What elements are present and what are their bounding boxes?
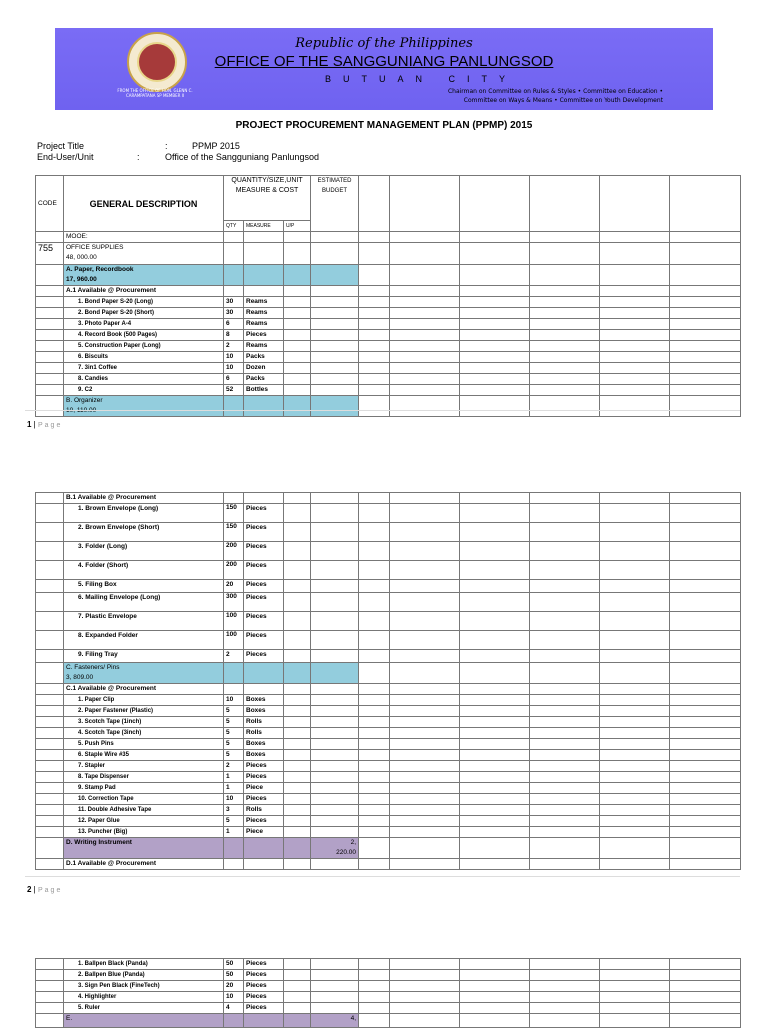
enduser-label: End-User/Unit: [37, 152, 94, 162]
item-description: 2. Bond Paper S-20 (Short): [64, 308, 224, 319]
item-unit: Pieces: [244, 612, 284, 631]
item-description: 3. Photo Paper A-4: [64, 319, 224, 330]
ppmp-table-page-3: [35, 958, 741, 1028]
item-qty: 20: [224, 580, 244, 593]
item-description: 3. Folder (Long): [64, 542, 224, 561]
section-b-cell: [64, 396, 224, 417]
section-b-label: B. Organizer: [66, 397, 103, 404]
table-row: [36, 970, 741, 981]
section-d-label: D. Writing Instrument: [64, 838, 224, 859]
table-row: [36, 493, 741, 504]
item-description: 5. Construction Paper (Long): [64, 341, 224, 352]
table-row: [36, 783, 741, 794]
table-row: [36, 981, 741, 992]
item-qty: 4: [224, 1003, 244, 1014]
item-unit: Pieces: [244, 992, 284, 1003]
section-c-label: C. Fasteners/ Pins: [66, 664, 120, 671]
item-qty: 50: [224, 959, 244, 970]
item-unit: Pieces: [244, 580, 284, 593]
item-qty: 5: [224, 739, 244, 750]
item-description: 2. Brown Envelope (Short): [64, 523, 224, 542]
item-unit: Pieces: [244, 504, 284, 523]
item-description: 4. Record Book (500 Pages): [64, 330, 224, 341]
item-description: 2. Paper Fastener (Plastic): [64, 706, 224, 717]
table-row: [36, 816, 741, 827]
table-row: [36, 794, 741, 805]
item-unit: Pieces: [244, 593, 284, 612]
item-description: 8. Candies: [64, 374, 224, 385]
item-unit: Dozen: [244, 363, 284, 374]
table-row: [36, 308, 741, 319]
item-description: 5. Push Pins: [64, 739, 224, 750]
seal-caption: FROM THE OFFICE OF HON. GLENN C. CARAMPATANA SP MEMBER II: [117, 88, 193, 98]
item-qty: 5: [224, 728, 244, 739]
item-unit: Pieces: [244, 981, 284, 992]
item-qty: 2: [224, 761, 244, 772]
item-description: 5. Ruler: [64, 1003, 224, 1014]
city-heading: BUTUAN CITY: [325, 74, 518, 84]
item-qty: 10: [224, 794, 244, 805]
item-qty: 50: [224, 970, 244, 981]
office-supplies-label: OFFICE SUPPLIES: [66, 244, 124, 251]
section-d-amount-1: 2,: [350, 839, 356, 846]
table-row: [36, 319, 741, 330]
table-row: [36, 504, 741, 523]
item-qty: 2: [224, 650, 244, 663]
quantity-header: QUANTITY/SIZE,UNIT MEASURE & COST: [224, 176, 311, 221]
table-row: [36, 805, 741, 816]
section-d-amount-2: 220.00: [336, 849, 356, 856]
page-divider: [25, 410, 740, 411]
table-row: [36, 396, 741, 417]
item-qty: 5: [224, 706, 244, 717]
item-qty: 200: [224, 561, 244, 580]
qty-subheader: QTY: [224, 221, 244, 232]
table-row: [36, 1003, 741, 1014]
page-word: Page: [37, 887, 63, 894]
office-heading: OFFICE OF THE SANGGUNIANG PANLUNGSOD: [214, 53, 554, 70]
table-row: [36, 859, 741, 870]
page-number: 1: [27, 420, 32, 429]
item-qty: 8: [224, 330, 244, 341]
item-unit: Pieces: [244, 650, 284, 663]
letterhead-banner: [55, 28, 713, 110]
committees-text: [448, 87, 663, 105]
ppmp-table-page-1: [35, 175, 741, 417]
item-description: 6. Staple Wire #35: [64, 750, 224, 761]
item-unit: Rolls: [244, 805, 284, 816]
code-cell: 755: [36, 243, 64, 265]
item-qty: 100: [224, 612, 244, 631]
republic-heading: Republic of the Philippines: [295, 36, 473, 51]
item-unit: Boxes: [244, 750, 284, 761]
table-row: [36, 561, 741, 580]
item-description: 7. Stapler: [64, 761, 224, 772]
page-word: Page: [37, 422, 63, 429]
item-qty: 6: [224, 374, 244, 385]
item-description: 6. Mailing Envelope (Long): [64, 593, 224, 612]
table-row: [36, 232, 741, 243]
item-unit: Pieces: [244, 631, 284, 650]
item-qty: 10: [224, 695, 244, 706]
section-a-cell: [64, 265, 224, 286]
item-qty: 30: [224, 297, 244, 308]
item-description: 9. Stamp Pad: [64, 783, 224, 794]
table-row: [36, 330, 741, 341]
item-unit: Rolls: [244, 717, 284, 728]
table-row: [36, 580, 741, 593]
section-e-amount: 4,: [311, 1014, 359, 1028]
ppmp-table-page-2: [35, 492, 741, 870]
table-row: [36, 385, 741, 396]
budget-header: ESTIMATED BUDGET: [311, 176, 359, 232]
page-footer-1: 1 | Page: [27, 420, 63, 429]
item-unit: Pieces: [244, 761, 284, 772]
item-description: 8. Tape Dispenser: [64, 772, 224, 783]
table-row: [36, 374, 741, 385]
table-row: [36, 717, 741, 728]
table-row: [36, 523, 741, 542]
item-description: 12. Paper Glue: [64, 816, 224, 827]
section-d1-label: D.1 Available @ Procurement: [64, 859, 224, 870]
item-qty: 10: [224, 992, 244, 1003]
item-unit: Pieces: [244, 523, 284, 542]
item-description: 11. Double Adhesive Tape: [64, 805, 224, 816]
table-row: [36, 706, 741, 717]
section-a1-label: A.1 Available @ Procurement: [64, 286, 224, 297]
item-description: 6. Biscuits: [64, 352, 224, 363]
table-row: [36, 593, 741, 612]
table-row: [36, 341, 741, 352]
section-b-amount: [66, 406, 221, 416]
item-unit: Pieces: [244, 542, 284, 561]
item-unit: Rolls: [244, 728, 284, 739]
table-row: [36, 684, 741, 695]
mooe-label: MOOE:: [64, 232, 224, 243]
item-unit: Bottles: [244, 385, 284, 396]
item-qty: 10: [224, 363, 244, 374]
table-row: [36, 352, 741, 363]
project-value: PPMP 2015: [192, 141, 240, 151]
item-description: 7. 3in1 Coffee: [64, 363, 224, 374]
section-c-amount: 3, 809.00: [66, 674, 94, 681]
item-unit: Pieces: [244, 1003, 284, 1014]
item-description: 1. Bond Paper S-20 (Long): [64, 297, 224, 308]
table-row: [36, 739, 741, 750]
office-supplies-amount: 48, 000.00: [66, 254, 97, 261]
item-unit: Pieces: [244, 794, 284, 805]
item-unit: Reams: [244, 297, 284, 308]
project-colon: :: [165, 141, 168, 151]
item-description: 3. Sign Pen Black (FineTech): [64, 981, 224, 992]
item-description: 2. Ballpen Blue (Panda): [64, 970, 224, 981]
table-row: [36, 728, 741, 739]
item-description: 9. C2: [64, 385, 224, 396]
item-qty: 6: [224, 319, 244, 330]
item-qty: 200: [224, 542, 244, 561]
item-qty: 1: [224, 783, 244, 794]
item-description: 4. Folder (Short): [64, 561, 224, 580]
page-footer-2: 2 | Page: [27, 885, 63, 894]
table-row: [36, 650, 741, 663]
table-row: [36, 265, 741, 286]
item-unit: Packs: [244, 352, 284, 363]
item-unit: Boxes: [244, 695, 284, 706]
table-row: [36, 772, 741, 783]
item-qty: 1: [224, 827, 244, 838]
table-row: [36, 827, 741, 838]
item-unit: Pieces: [244, 959, 284, 970]
item-unit: Pieces: [244, 561, 284, 580]
item-description: 1. Ballpen Black (Panda): [64, 959, 224, 970]
item-qty: 2: [224, 341, 244, 352]
item-qty: 300: [224, 593, 244, 612]
table-row: [36, 363, 741, 374]
description-header: GENERAL DESCRIPTION: [64, 176, 224, 232]
table-row: [36, 959, 741, 970]
page-divider: [25, 876, 740, 877]
table-row: [36, 286, 741, 297]
document-title: PROJECT PROCUREMENT MANAGEMENT PLAN (PPMP) 2015: [235, 120, 533, 131]
measure-subheader: MEASURE: [244, 221, 284, 232]
up-subheader: U/P: [284, 221, 311, 232]
enduser-colon: :: [137, 152, 140, 162]
item-description: 13. Puncher (Big): [64, 827, 224, 838]
table-row: [36, 992, 741, 1003]
item-qty: 30: [224, 308, 244, 319]
table-row: [36, 750, 741, 761]
item-description: 3. Scotch Tape (1inch): [64, 717, 224, 728]
section-b1-label: B.1 Available @ Procurement: [64, 493, 224, 504]
item-description: 7. Plastic Envelope: [64, 612, 224, 631]
table-row: [36, 243, 741, 265]
committees-line-1: Chairman on Committee on Rules & Styles • Committee on Education •: [447, 88, 663, 95]
table-row: [36, 542, 741, 561]
item-unit: Piece: [244, 827, 284, 838]
item-description: 5. Filing Box: [64, 580, 224, 593]
item-unit: Boxes: [244, 739, 284, 750]
section-a-label: A. Paper, Recordbook: [66, 266, 134, 273]
section-a-amount: 17, 960.00: [66, 276, 97, 283]
item-qty: 1: [224, 772, 244, 783]
item-description: 4. Highlighter: [64, 992, 224, 1003]
item-qty: 5: [224, 816, 244, 827]
item-qty: 5: [224, 717, 244, 728]
table-row: [36, 1014, 741, 1028]
office-supplies-cell: [64, 243, 224, 265]
item-qty: 100: [224, 631, 244, 650]
item-unit: Boxes: [244, 706, 284, 717]
page-number: 2: [27, 885, 32, 894]
item-qty: 3: [224, 805, 244, 816]
table-header-row: [36, 176, 741, 221]
item-unit: Pieces: [244, 772, 284, 783]
table-row: [36, 695, 741, 706]
committees-line-2: Committee on Ways & Means • Committee on Youth Development: [463, 97, 663, 104]
item-unit: Reams: [244, 341, 284, 352]
item-description: 10. Correction Tape: [64, 794, 224, 805]
item-qty: 52: [224, 385, 244, 396]
item-unit: Pieces: [244, 816, 284, 827]
item-unit: Pieces: [244, 970, 284, 981]
item-description: 1. Paper Clip: [64, 695, 224, 706]
item-qty: 20: [224, 981, 244, 992]
item-unit: Reams: [244, 308, 284, 319]
item-qty: 150: [224, 504, 244, 523]
table-row: [36, 631, 741, 650]
item-qty: 5: [224, 750, 244, 761]
enduser-value: Office of the Sangguniang Panlungsod: [165, 152, 319, 162]
table-row: [36, 297, 741, 308]
item-unit: Pieces: [244, 330, 284, 341]
item-unit: Packs: [244, 374, 284, 385]
item-description: 8. Expanded Folder: [64, 631, 224, 650]
section-c-cell: [64, 663, 224, 684]
item-unit: Reams: [244, 319, 284, 330]
table-row: [36, 612, 741, 631]
table-row: [36, 838, 741, 859]
item-qty: 10: [224, 352, 244, 363]
table-row: [36, 663, 741, 684]
item-description: 4. Scotch Tape (3inch): [64, 728, 224, 739]
table-row: [36, 761, 741, 772]
item-unit: Piece: [244, 783, 284, 794]
section-e-label: E.: [64, 1014, 224, 1028]
section-c1-label: C.1 Available @ Procurement: [64, 684, 224, 695]
item-qty: 150: [224, 523, 244, 542]
project-label: Project Title: [37, 141, 85, 151]
code-header: CODE: [36, 176, 64, 232]
section-d-amount: [311, 838, 359, 859]
item-description: 1. Brown Envelope (Long): [64, 504, 224, 523]
item-description: 9. Filing Tray: [64, 650, 224, 663]
